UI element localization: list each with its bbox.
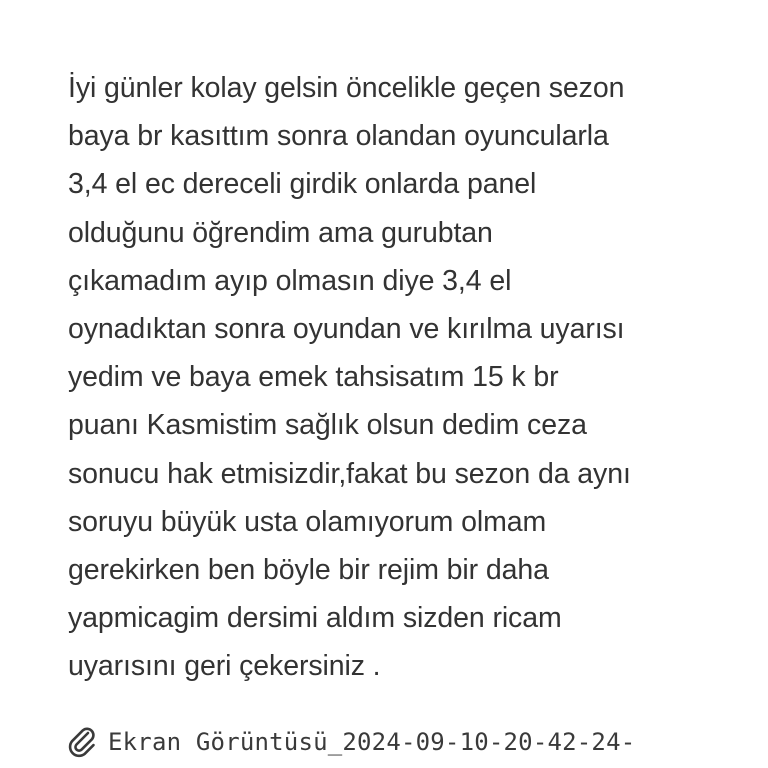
message-line: çıkamadım ayıp olmasın diye 3,4 el xyxy=(68,264,512,297)
message-line: puanı Kasmistim sağlık olsun dedim ceza xyxy=(68,409,587,442)
message-line: İyi günler kolay gelsin öncelikle geçen sezon xyxy=(68,72,625,104)
attachment-link[interactable] xyxy=(66,722,635,762)
message-line: sonucu hak etmisizdir,fakat bu sezon da aynı xyxy=(68,457,631,490)
paperclip-icon xyxy=(66,724,98,760)
message-line: soruyu büyük usta olamıyorum olmam xyxy=(68,505,547,538)
message-line: yapmicagim dersimi aldım sizden ricam xyxy=(68,602,562,635)
message-line: gerekirken ben böyle bir rejim bir daha xyxy=(68,553,549,586)
message-line: uyarısını geri çekersiniz . xyxy=(68,650,381,683)
attachment-filename[interactable]: Ekran Görüntüsü_2024-09-10-20-42-24- xyxy=(108,728,636,756)
message-line: yedim ve baya emek tahsisatım 15 k br xyxy=(68,361,559,394)
message-body xyxy=(68,64,748,690)
message-line: olduğunu öğrendim ama gurubtan xyxy=(68,216,493,249)
message-line: baya br kasıttım sonra olandan oyuncularla xyxy=(68,120,609,153)
message-line: 3,4 el ec dereceli girdik onlarda panel xyxy=(68,168,537,201)
message-line: oynadıktan sonra oyundan ve kırılma uyarısı xyxy=(68,312,625,345)
